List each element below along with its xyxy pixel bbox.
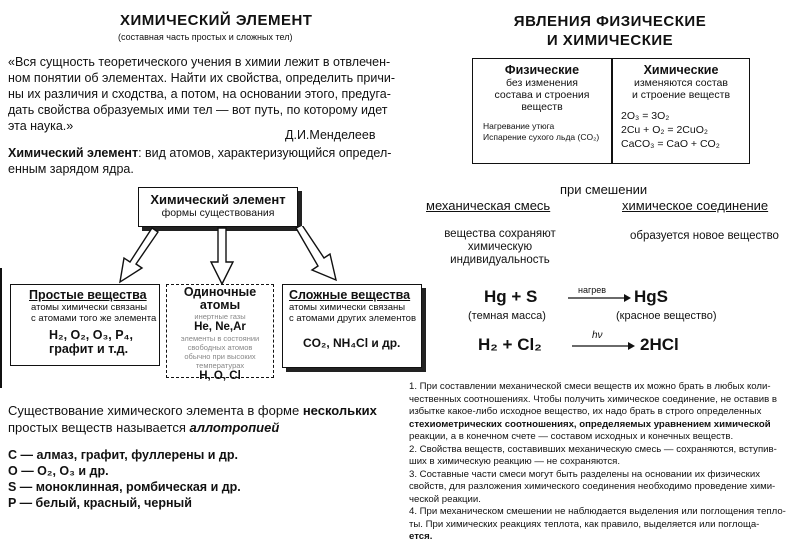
noble-gases: He, Ne,Ar [194,321,246,333]
quote-line: ном понятии об элементах. Найти их свойства, определить причи- [8,71,396,85]
chemical-desc-2: и строение веществ [631,89,731,101]
simple-desc-2: с атомами того же элемента [31,313,157,324]
note-line: 4. При механическом смешении не наблюдается выделения или поглощения тепло- [409,506,786,517]
faded-note: температурах [195,361,245,370]
chemical-eq-2: 2Cu + O₂ = 2CuO₂ [621,124,708,136]
arrow-to-complex [296,226,336,280]
single-atoms-box [166,284,274,382]
simple-substances-title: Простые вещества [29,288,147,302]
faded-note: элементы в состоянии [180,334,260,343]
chemical-eq-1: 2O₃ = 3O₂ [621,110,670,122]
note-line: ших в химическую реакцию — не сохраняются. [409,456,620,467]
chemical-compound: химическое соединение [622,198,769,213]
note-line: 2. Свойства веществ, составивших механическую смесь — сохраняются, вступив- [409,443,777,455]
chemical-title: Химические [643,63,719,77]
mech-desc-3: индивидуальность [450,254,550,266]
right-title-line-2: И ХИМИЧЕСКИЕ [546,32,674,49]
mechanical-description [410,228,590,267]
simple-formulas-2: графит и т.д. [49,342,129,356]
physical-desc-1: без изменения [506,77,578,89]
left-title: ХИМИЧЕСКИЙ ЭЛЕМЕНТ [120,12,313,29]
notes-block [409,381,804,544]
element-definition [8,145,403,177]
physical-example-2: Испарение сухого льда (CO₂) [483,132,600,142]
reaction-1-arrow-icon [568,293,632,303]
mendeleev-quote [8,54,403,134]
note-line: 1. При составлении механической смеси веществ их можно брать в любых коли- [409,381,771,392]
note-line: 3. Составные части смеси могут быть разделены на основании их физических [409,468,761,480]
chemical-description: образуется новое вещество [630,230,779,242]
note-line: избытке какое-либо исходное вещество, их надо брать в строго определенных [409,406,762,417]
allotropy-definition [8,402,408,436]
reaction-1-product-note: (красное вещество) [616,310,717,322]
atomic-elements: H, O, Cl [199,370,241,382]
complex-formulas: CO₂, NH₄Cl и др. [303,336,401,350]
mech-desc-2: химическую [467,241,533,253]
element-forms-subtitle: формы существования [161,207,275,219]
quote-line: ны их различия и сходства, а потом, на основании этого, предуга- [8,87,391,101]
physical-desc-2: состава и строения [494,89,590,101]
complex-desc-1: атомы химически связаны [289,302,406,313]
physical-phenomena-box [472,58,612,164]
complex-substances-title: Сложные вещества [289,288,411,302]
note-line: свойств, для разложения химического соединения необходимо проведение хими- [409,481,776,492]
single-atoms-title-2: атомы [199,298,241,312]
note-line: стехиометрических соотношениях, определяемых уравнением химической [409,418,771,430]
chemical-eq-3: CaCO₃ = CaO + CO₂ [621,138,720,150]
allotrope-examples [8,447,241,511]
definition-text: : вид атомов, характеризующийся определ- [138,146,392,160]
quote-author: Д.И.Менделеев [285,128,376,142]
chemical-phenomena-box [612,58,750,164]
arrow-to-simple [120,228,158,282]
allotropy-text-2: простых веществ называется [8,420,190,435]
allotrope-example: P — белый, красный, черный [8,496,192,510]
mechanical-mixture: механическая смесь [426,198,551,213]
note-line: ты. При химических реакциях теплота, как правило, выделяется или поглоща- [409,518,760,530]
faded-note: свободных атомов [187,343,253,352]
physical-example-1: Нагревание утюга [483,121,555,131]
note-line: ческой реакции. [409,493,481,505]
simple-desc-1: атомы химически связаны [31,302,148,313]
allotrope-example: O — O₂, O₃ и др. [8,464,109,478]
allotrope-example: S — моноклинная, ромбическая и др. [8,480,241,494]
complex-substances-box [282,284,422,368]
reaction-1-reactant-note: (темная масса) [468,310,546,322]
simple-substances-box [10,284,160,366]
quote-line: эта наука.» [8,119,74,133]
complex-desc-2: с атомами других элементов [289,313,417,324]
chemical-desc-1: изменяются состав [634,77,728,89]
definition-text-2: енным зарядом ядра. [8,162,134,176]
definition-term: Химический элемент [8,146,139,160]
right-title [490,12,730,50]
left-edge-line [0,268,8,388]
left-subtitle: (составная часть простых и сложных тел) [118,32,293,42]
reaction-2-reactants: H₂ + Cl₂ [478,335,542,354]
element-forms-title: Химический элемент [150,192,286,207]
note-line: реакции, а в конечном счете — составом исходных и конечных веществ. [409,431,734,442]
reaction-2-condition: hν [592,330,603,341]
mech-desc-1: вещества сохраняют [444,228,556,240]
quote-line: «Вся сущность теоретического учения в химии лежит в отвлечен- [8,55,391,69]
physical-title: Физические [504,63,580,77]
reaction-1-condition: нагрев [578,285,607,295]
faded-note: обычно при высоких [184,352,256,361]
right-title-line-1: ЯВЛЕНИЯ ФИЗИЧЕСКИЕ [513,13,707,30]
quote-line: дать свойства образуемых ими тел — вот путь, по которому идет [8,103,388,117]
allotropy-term: аллотропией [189,420,280,435]
reaction-1-product: HgS [634,287,668,306]
note-line: чественных соотношениях. Чтобы получить химическое соединение, не оставив в [409,393,777,405]
element-forms-box [138,187,298,227]
note-line: ется. [409,531,433,542]
faded-note: инертные газы [194,312,246,321]
allotropy-text: Существование химического элемента в форме [8,403,303,418]
reaction-1-reactants: Hg + S [484,287,538,306]
simple-formulas: H₂, O₂, O₃, P₄, [49,328,133,342]
allotropy-emphasis: нескольких [302,403,377,418]
reaction-2-product: 2HCl [640,335,679,354]
single-atoms-title: Одиночные [183,285,257,299]
reaction-2-arrow-icon [572,341,636,351]
allotrope-example: C — алмаз, графит, фуллерены и др. [8,448,238,462]
branch-arrows [100,226,360,288]
physical-desc-3: веществ [521,101,563,113]
arrow-to-single [211,228,233,284]
mixing-label: при смешении [560,182,648,197]
